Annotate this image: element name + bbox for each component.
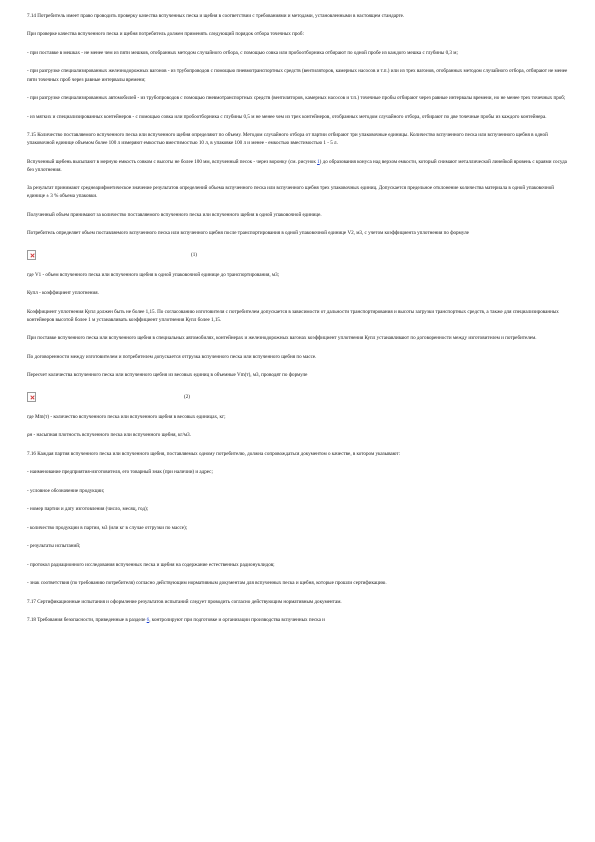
broken-image-icon (27, 250, 36, 260)
sampling-railcars-item: - при разгрузке специализированных железнодорожных вагонов - из трубопроводов с помощью пневмотранспортных средств (вентиляторов, камерных насосов и т.п.) или из трех вагонов, отобранных методом случайного отбора, отбирают не менее пяти точечных проб через равные интервалы времени; (27, 68, 568, 83)
mean-result-paragraph: За результат принимают среднеарифметическое значение результатов определений объема вспученного песка или вспученного щебня трех упаковочных единиц. Допускается предельное отклонение количества материала в одной упаковочной единице ± 3 % объема упаковки. (27, 185, 554, 200)
list-item-quantity: - количество продукции в партии, м3 (или кг в случае отгрузки по массе); (27, 524, 188, 531)
clause-7-18 (27, 616, 573, 624)
list-item-product-symbol: - условное обозначение продукции; (27, 487, 105, 494)
consumer-volume-paragraph: Потребитель определяет объем поставляемого вспученного песка или вспученного щебня после транспортирования в одной упаковочной единице V2, м3, с учетом коэффициента уплотнения по формуле (27, 230, 469, 237)
figure-1-link[interactable]: 1 (317, 158, 320, 165)
list-item-manufacturer: - наименование предприятия-изготовителя, его товарный знак (при наличии) и адрес; (27, 469, 213, 476)
kupl-limit-paragraph: Коэффициент уплотнения Купл должен быть не более 1,15. По согласованию изготовителя с потребителем допускается в зависимости от дальности транспортирования и высоты загрузки транспортных средств, а также для специализированных контейнеров высотой более 1 м устанавливать коэффициент уплотнения Купл более 1,15. (27, 308, 559, 323)
clause-7-16: 7.16 Каждая партия вспученного песка или вспученного щебня, поставляемых одному потребителю, должна сопровождаться документом о качестве, в котором указывают: (27, 450, 401, 457)
list-item-batch-number: - номер партии и дату изготовления (число, месяц, год); (27, 506, 149, 513)
section-6-link[interactable]: 6 (146, 617, 150, 624)
recalculation-paragraph: Пересчет количества вспученного песка или вспученного щебня из весовых единиц в объемные Vm(т), м3, проводят по формуле (27, 372, 308, 379)
sampling-containers-item: - из мягких и специализированных контейнеров - с помощью совка или пробоотборника с глубины 0,5 м не менее чем из трех контейнеров, отобранных методом случайного отбора, отбирают по две точечные пробы из каждого контейнера. (27, 113, 547, 120)
received-volume-paragraph: Полученный объем принимают за количество поставляемого вспученного песка или вспученного щебня в одной упаковочной единице. (27, 211, 322, 218)
clause-7-17: 7.17 Сертификационные испытания и оформление результатов испытаний следует проводить согласно действующим нормативным документам. (27, 598, 342, 605)
clause-7-18-text-start: 7.18 Требования безопасности, приведенные в разделе (27, 617, 147, 624)
where-v1-paragraph: где V1 - объем вспученного песка или вспученного щебня в одной упаковочной единице до транспортирования, м3; (27, 271, 280, 278)
sampling-procedure-intro: При проверке качества вспученного песка и щебня потребитель должен применять следующий порядок отбора точечных проб: (27, 31, 304, 38)
equation-number-2: (2) (184, 393, 190, 400)
broken-image-icon (27, 392, 36, 402)
clause-7-14: 7.14 Потребитель имеет право проводить проверку качества вспученных песка и щебня в соответствии с требованиями и методами, установленными в настоящем стандарте. (27, 13, 405, 19)
sampling-bags-item: - при поставке в мешках - не менее чем из пяти мешков, отобранных методом случайного отбора, с помощью совка или пробоотборника отбирают по одной пробе из каждого мешка с глубины 0,3 м; (27, 49, 458, 56)
pouring-paragraph (27, 158, 573, 174)
clause-7-15: 7.15 Количество поставляемого вспученного песка или вспученного щебня определяют по объему. Методом случайного отбора от партии отбирают три упаковочные единицы. Количество вспученного песка или вспученного щебня в одной упаковочной единице объемом более 100 л измеряют емкостью вместимостью 10 л, в упаковке 100 л и менее - емкостью вместимостью 1 - 5 л. (27, 132, 548, 147)
list-item-conformity-mark: - знак соответствия (по требованию потребителя) согласно действующим нормативным документам для вспученных песка и щебня, которые прошли сертификацию. (27, 580, 387, 587)
clause-7-18-text-end: , контролируют при подготовке и организации производства вспученных песка и (149, 617, 325, 624)
list-item-radiation-protocol: - протокол радиационного исследования вспученных песка и щебня на содержание естественных радионуклидов; (27, 561, 275, 568)
mass-shipment-paragraph: По договоренности между изготовителем и потребителем допускается отгрузка вспученного песка или вспученного щебня по массе. (27, 353, 317, 360)
special-vehicles-paragraph: При поставке вспученного песка или вспученного щебня в специальных автомобилях, контейнерах и железнодорожных вагонах коэффициент уплотнения Купл устанавливают по договоренности между изготовителем и потребителем. (27, 335, 537, 342)
pouring-text-start: Вспученный щебень высыпают в мерную емкость совком с высоты не более 100 мм, вспученный песок - через воронку (см. рисунок (27, 158, 318, 165)
list-item-test-results: - результаты испытаний; (27, 543, 81, 550)
kupl-definition: Купл - коэффициент уплотнения. (27, 290, 99, 297)
sampling-trucks-item: - при разгрузке специализированных автомобилей - из трубопроводов с помощью пневмотранспортных средств (вентиляторов, камерных насосов и т.п.) точечные пробы отбирают через равные интервалы времени, но не менее трех точечных проб; (27, 95, 566, 102)
formula-2 (27, 390, 573, 404)
where-mm-paragraph: где Mm(т) - количество вспученного песка или вспученного щебня в весовых единицах, кг; (27, 413, 226, 420)
pouring-text-end: ) до образования конуса над верхом емкости, который снимают металлической линейкой вровень с краями сосуда без уплотнения. (27, 158, 567, 173)
formula-1 (27, 248, 573, 262)
bulk-density-definition: ρн - насыпная плотность вспученного песка или вспученного щебня, кг/м3. (27, 432, 191, 439)
equation-number-1: (1) (191, 251, 197, 258)
